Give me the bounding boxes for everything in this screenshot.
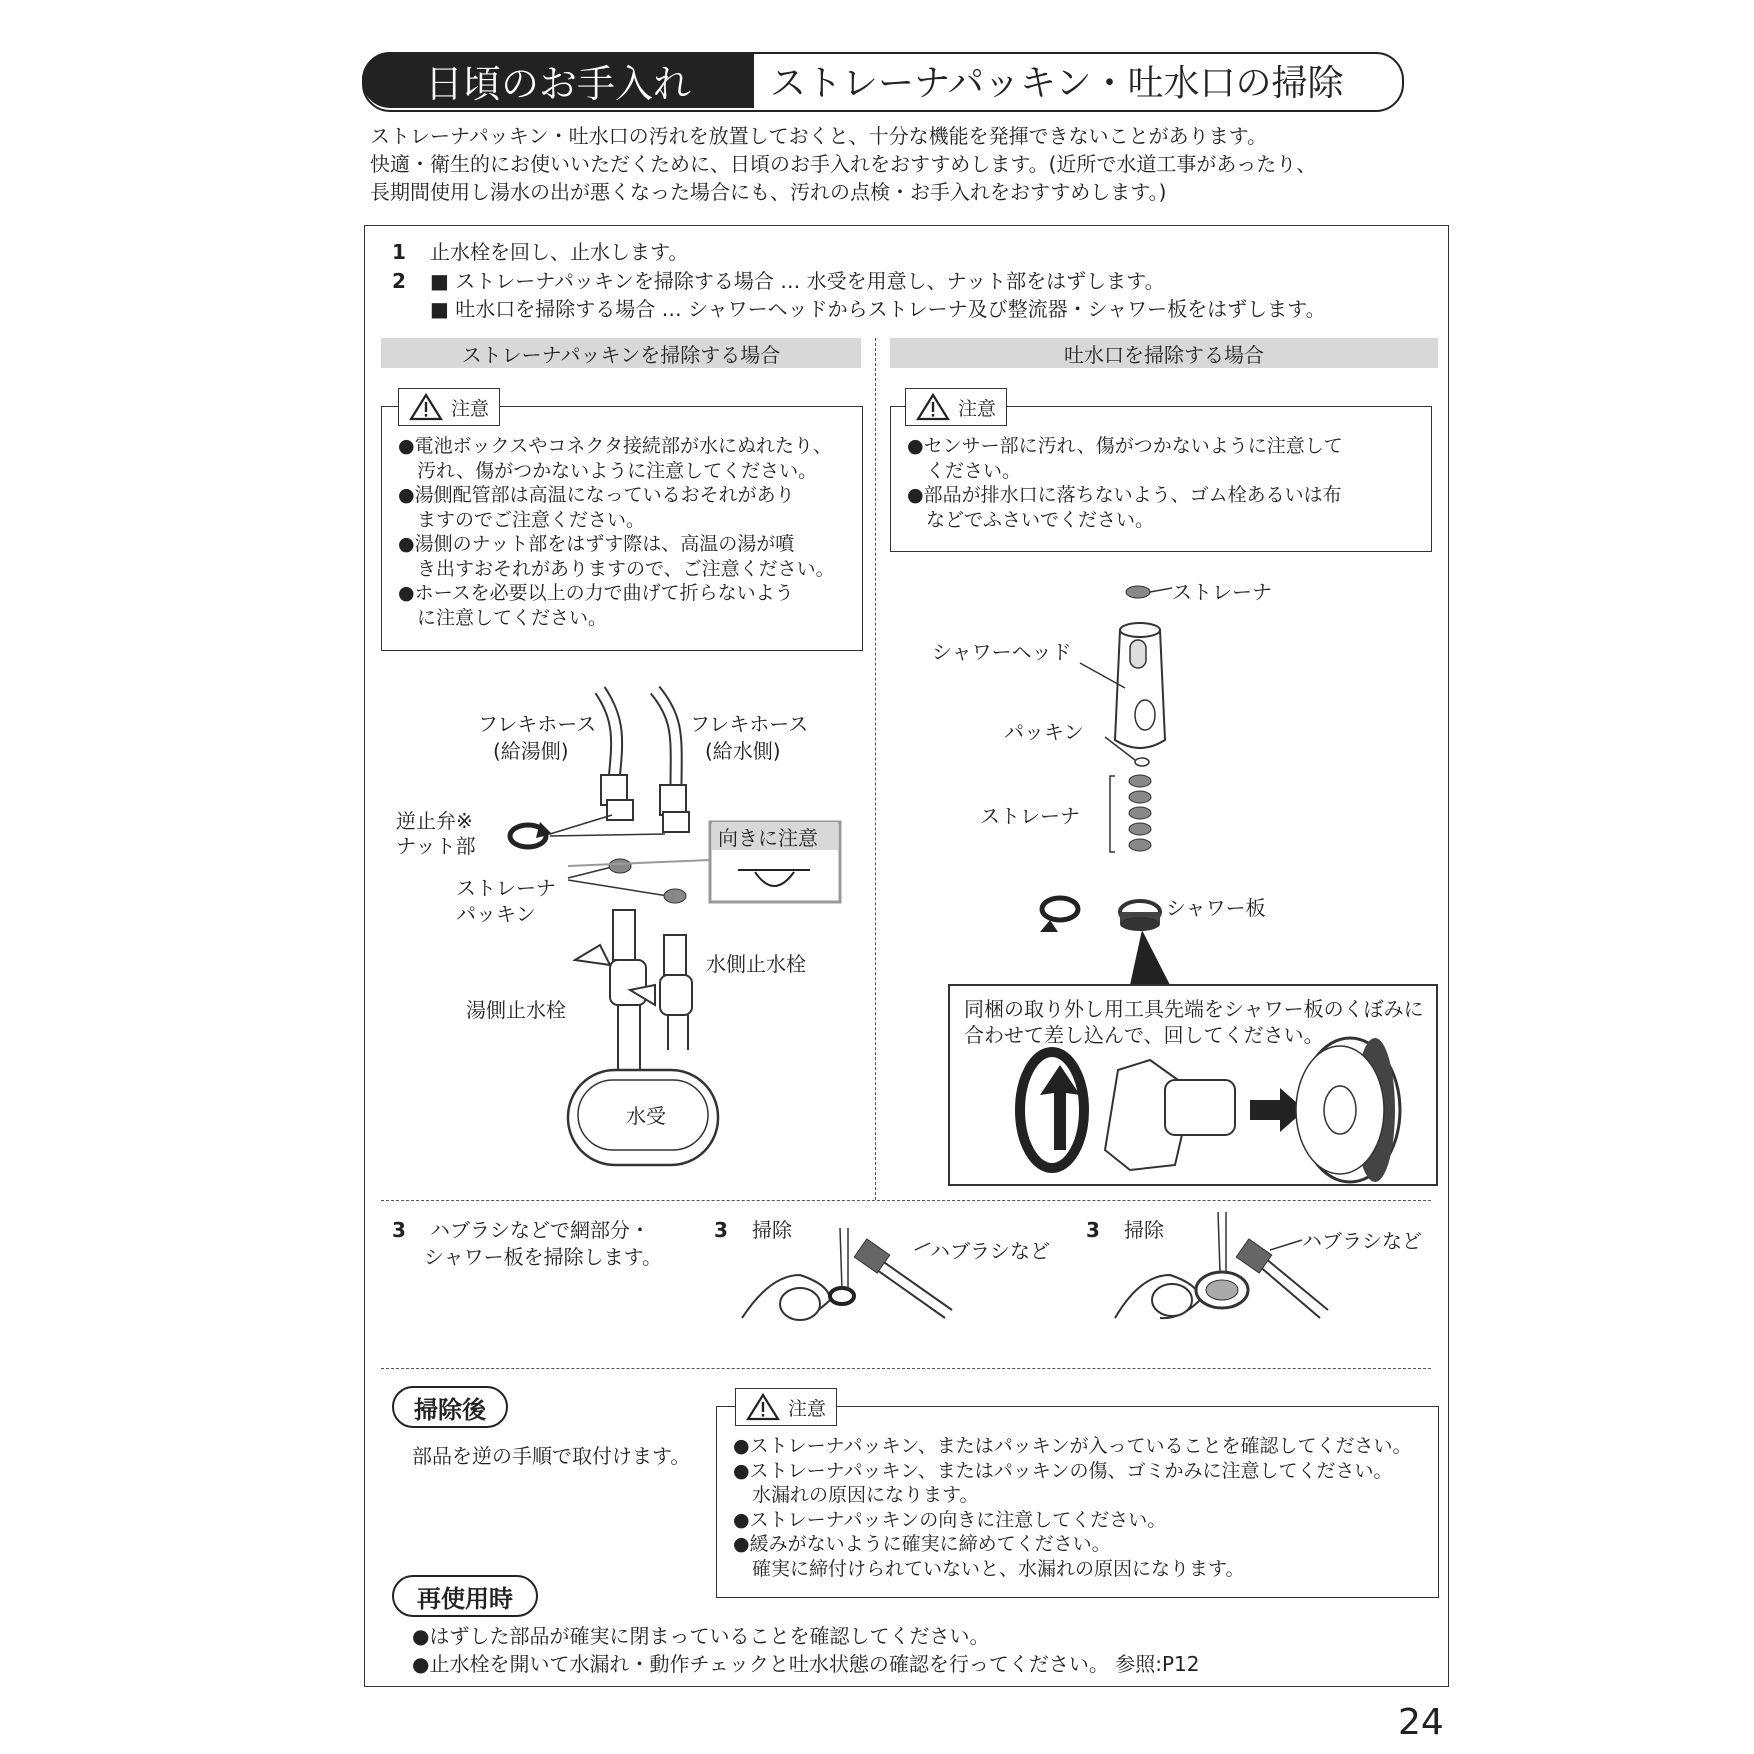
caution-line: ●センサー部に汚れ、傷がつかないように注意して bbox=[907, 435, 1343, 457]
tool-note-line: 同梱の取り外し用工具先端をシャワー板のくぼみに bbox=[964, 997, 1424, 1021]
page-number: 24 bbox=[1398, 1702, 1444, 1743]
caution-line: ●ストレーナパッキン、またはパッキンの傷、ゴミかみに注意してください。 bbox=[733, 1459, 1393, 1482]
caution-line: ●ストレーナパッキンの向きに注意してください。 bbox=[733, 1508, 1167, 1531]
label-tray: 水受 bbox=[626, 1104, 666, 1128]
caution-label: 注意 bbox=[788, 1397, 827, 1420]
step-number: 3 bbox=[1086, 1218, 1100, 1242]
page-subtitle: ストレーナパッキン・吐水口の掃除 bbox=[770, 62, 1344, 104]
reuse-line: ●はずした部品が確実に閉まっていることを確認してください。 bbox=[412, 1624, 990, 1648]
step-number: 1 bbox=[392, 240, 406, 264]
step-number: 3 bbox=[392, 1218, 406, 1242]
label-hose-cold-sub: (給水側) bbox=[705, 739, 781, 763]
caution-line: ●緩みがないように確実に締めてください。 bbox=[733, 1533, 1111, 1555]
label-strainer-top: ストレーナ bbox=[1172, 580, 1272, 604]
step-number: 2 bbox=[392, 269, 406, 293]
step-text: ■ ストレーナパッキンを掃除する場合 … 水受を用意し、ナット部をはずします。 bbox=[430, 269, 1165, 293]
caution-line: ●ストレーナパッキン、またはパッキンが入っていることを確認してください。 bbox=[733, 1435, 1412, 1457]
caution-line: ますのでご注意ください。 bbox=[398, 508, 646, 531]
step-text: 掃除 bbox=[752, 1218, 792, 1242]
label-hose-hot: フレキホース bbox=[478, 712, 597, 736]
reuse-text bbox=[412, 1622, 1199, 1678]
left-section-band: ストレーナパッキンを掃除する場合 bbox=[381, 338, 861, 368]
caution-line: ください。 bbox=[907, 459, 1022, 482]
after-caution-tag bbox=[735, 1388, 837, 1426]
label-strainer: ストレーナ bbox=[456, 876, 556, 900]
caution-line: ●湯側配管部は高温になっているおそれがあり bbox=[398, 484, 795, 506]
intro-line: ストレーナパッキン・吐水口の汚れを放置しておくと、十分な機能を発揮できないことがあります。 bbox=[370, 124, 1267, 148]
step-text: ハブラシなどで網部分・ bbox=[430, 1218, 650, 1242]
label-hose-hot-sub: (給湯側) bbox=[493, 739, 569, 763]
label-nut: ナット部 bbox=[396, 834, 476, 858]
caution-line: 水漏れの原因になります。 bbox=[733, 1484, 979, 1506]
label-strainer-stack: ストレーナ bbox=[980, 804, 1080, 828]
caution-line: き出すおそれがありますので、ご注意ください。 bbox=[398, 557, 835, 580]
label-shower-plate: シャワー板 bbox=[1166, 896, 1266, 920]
warning-triangle-icon bbox=[746, 1393, 780, 1421]
label-hose-cold: フレキホース bbox=[690, 712, 809, 736]
label-brush-mid: ハブラシなど bbox=[930, 1239, 1050, 1263]
caution-line: ●湯側のナット部をはずす際は、高温の湯が噴 bbox=[398, 533, 795, 555]
label-hot-valve: 湯側止水栓 bbox=[466, 998, 566, 1022]
caution-line: ●部品が排水口に落ちないよう、ゴム栓あるいは布 bbox=[907, 484, 1342, 506]
label-check-valve: 逆止弁※ bbox=[396, 809, 473, 833]
label-cold-valve: 水側止水栓 bbox=[706, 952, 806, 976]
step-3-line2: シャワー板を掃除します。 bbox=[424, 1245, 662, 1269]
label-brush-right: ハブラシなど bbox=[1302, 1229, 1422, 1253]
caution-line: ●電池ボックスやコネクタ接続部が水にぬれたり、 bbox=[398, 435, 833, 457]
caution-line: ●ホースを必要以上の力で曲げて折らないよう bbox=[398, 582, 794, 604]
step-text: 止水栓を回し、止水します。 bbox=[430, 240, 689, 264]
intro-line: 長期間使用し湯水の出が悪くなった場合にも、汚れの点検・お手入れをおすすめします。) bbox=[370, 180, 1167, 204]
step-2-line2: ■ 吐水口を掃除する場合 … シャワーヘッドからストレーナ及び整流器・シャワー板をはずします。 bbox=[430, 297, 1326, 321]
caution-line: 確実に締付けられていないと、水漏れの原因になります。 bbox=[733, 1557, 1245, 1580]
caution-line: に注意してください。 bbox=[398, 606, 608, 629]
reuse-line: ●止水栓を開いて水漏れ・動作チェックと吐水状態の確認を行ってください。 参照:P12 bbox=[412, 1652, 1200, 1676]
after-caution-text bbox=[733, 1434, 1433, 1581]
reuse-title: 再使用時 bbox=[392, 1575, 538, 1617]
after-cleaning-text: 部品を逆の手順で取付けます。 bbox=[412, 1444, 691, 1468]
step-text: 掃除 bbox=[1124, 1218, 1164, 1242]
caution-label: 注意 bbox=[958, 397, 997, 420]
page-title: 日頃のお手入れ bbox=[362, 52, 754, 108]
step-number: 3 bbox=[714, 1218, 728, 1242]
caution-label: 注意 bbox=[451, 397, 490, 420]
label-shower-head: シャワーヘッド bbox=[932, 640, 1072, 664]
label-packing: パッキン bbox=[456, 902, 536, 926]
tool-note-line: 合わせて差し込んで、回してください。 bbox=[964, 1023, 1324, 1047]
after-cleaning-title: 掃除後 bbox=[392, 1386, 508, 1428]
caution-line: 汚れ、傷がつかないように注意してください。 bbox=[398, 459, 818, 482]
right-section-band: 吐水口を掃除する場合 bbox=[890, 338, 1438, 368]
label-direction: 向きに注意 bbox=[718, 826, 818, 850]
label-packing: パッキン bbox=[1004, 720, 1084, 744]
intro-line: 快適・衛生的にお使いいただくために、日頃のお手入れをおすすめします。(近所で水道工事があったり、 bbox=[370, 152, 1317, 176]
caution-line: などでふさいでください。 bbox=[907, 508, 1155, 531]
